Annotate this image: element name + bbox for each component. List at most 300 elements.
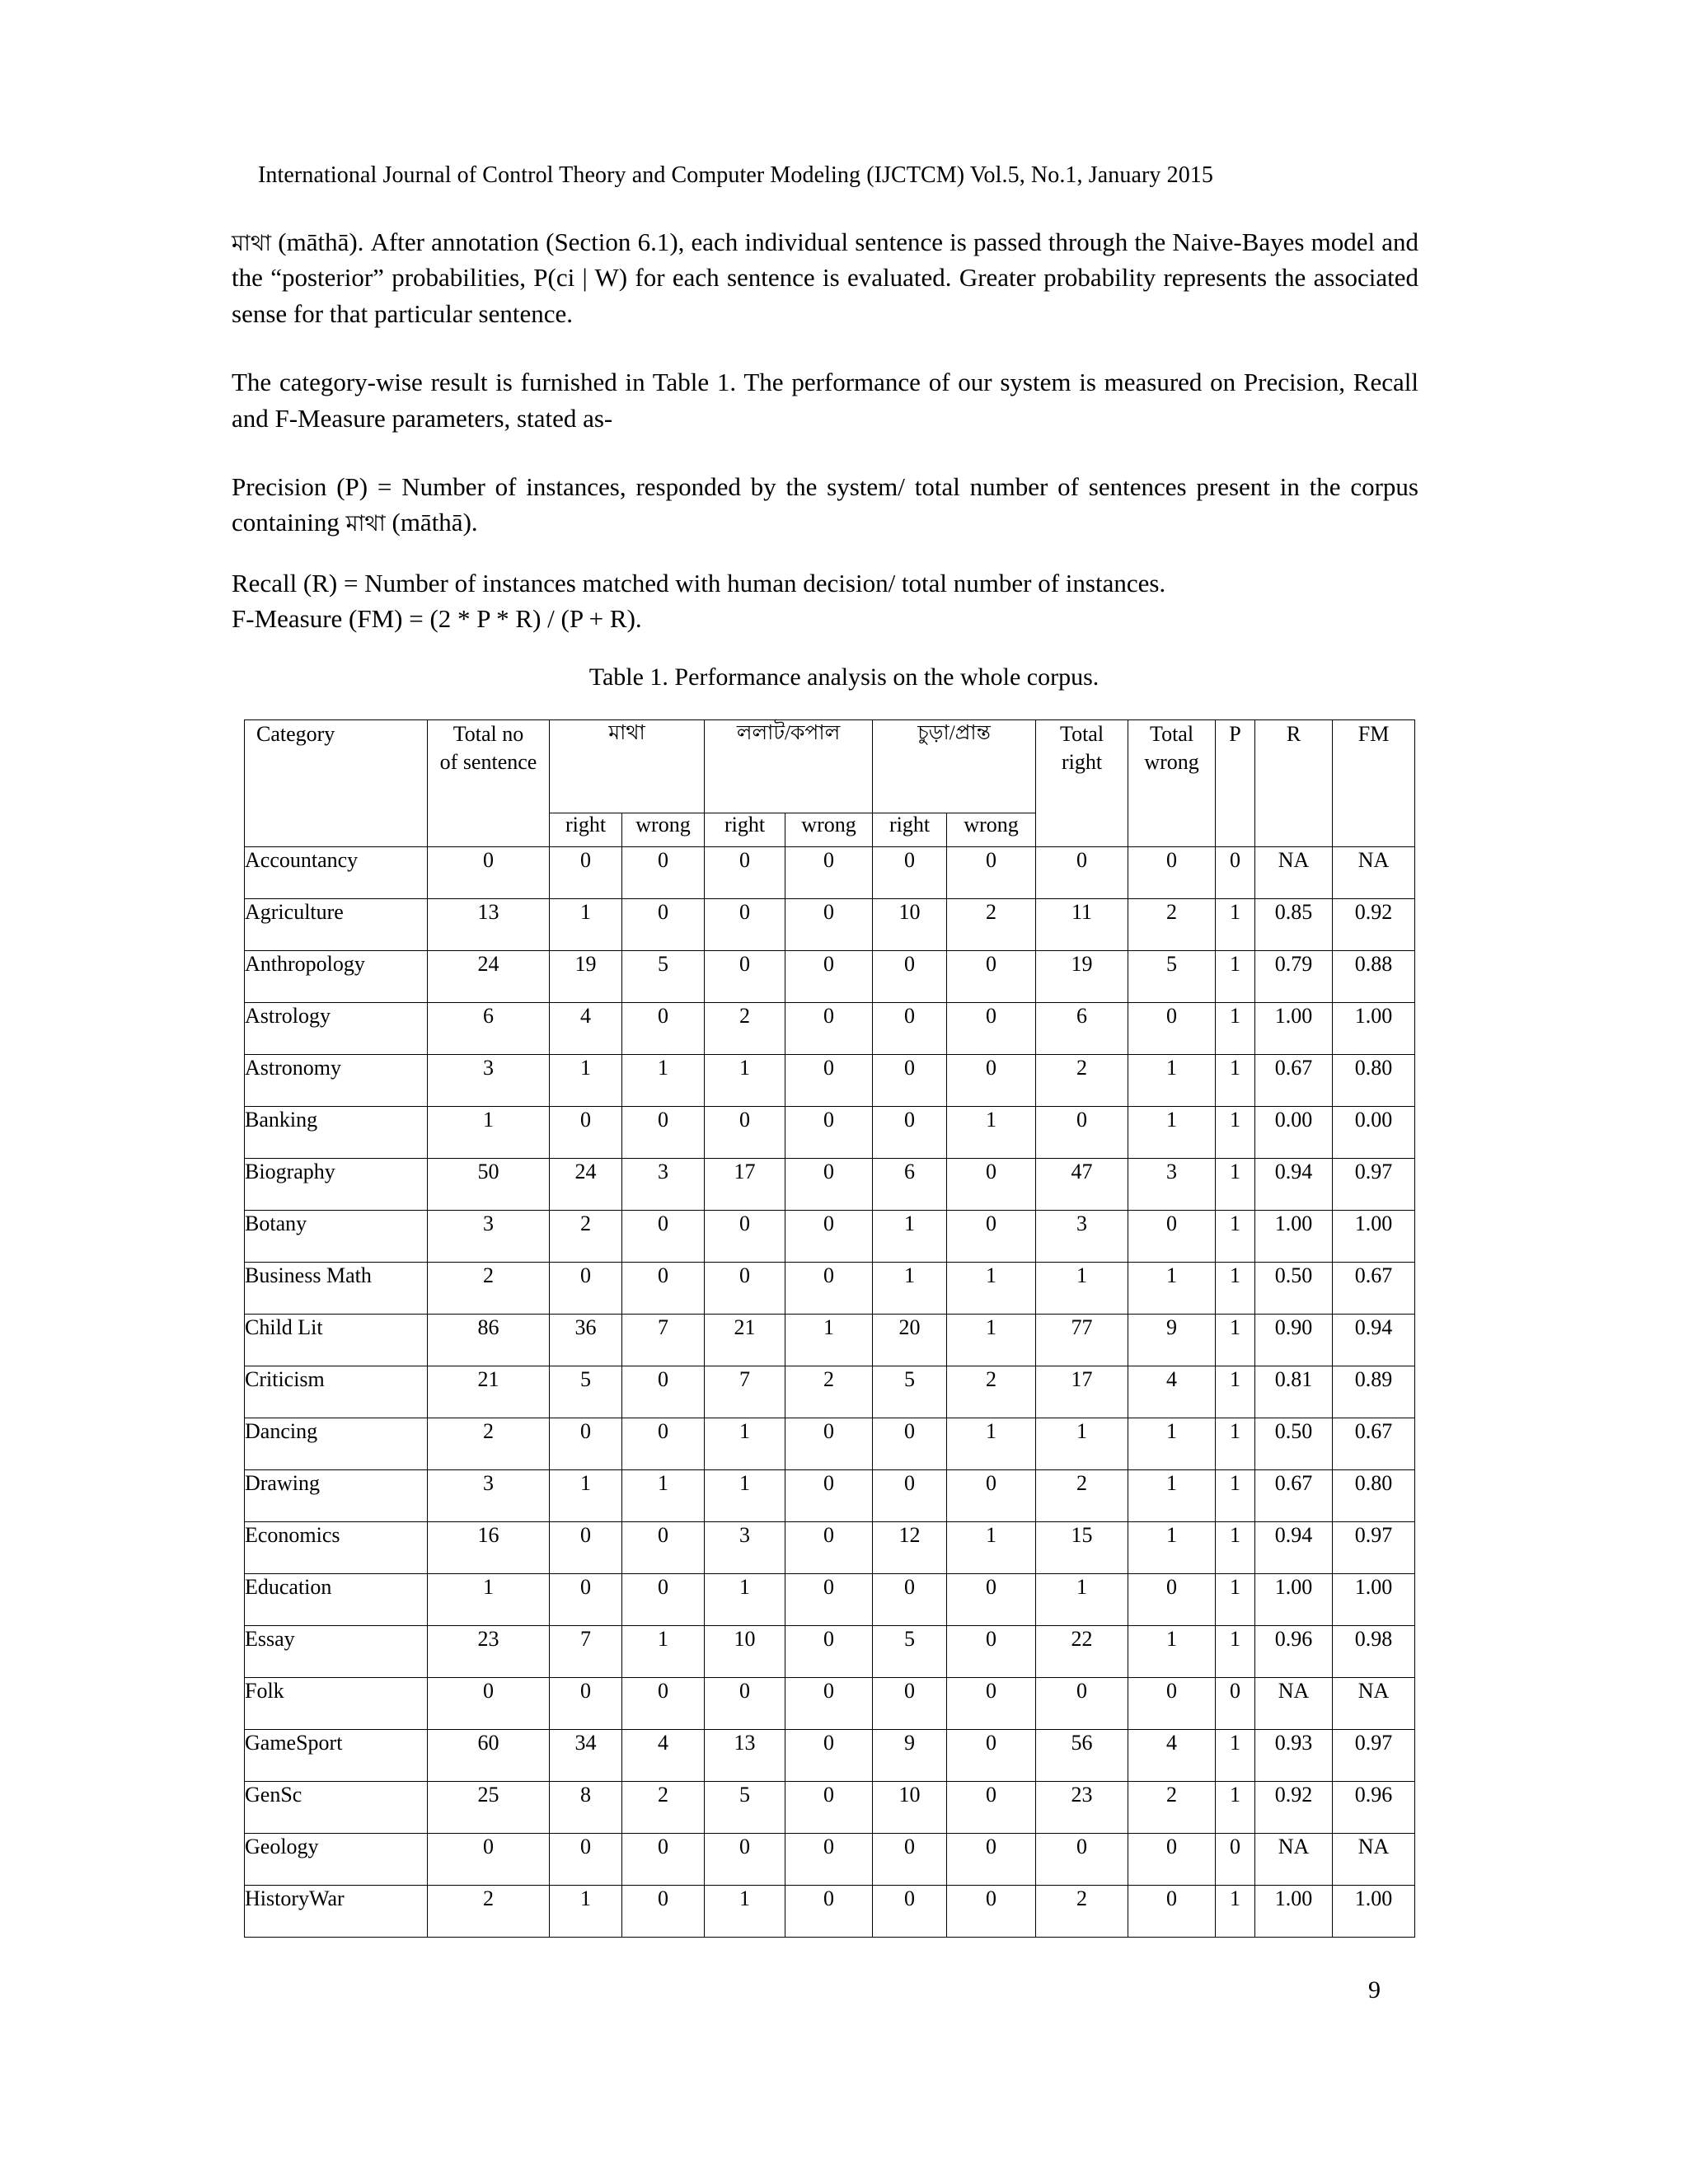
cell-sense3-wrong: 1 [947, 1263, 1036, 1315]
cell-recall: 0.85 [1255, 899, 1333, 951]
cell-total-right: 11 [1036, 899, 1128, 951]
cell-sense1-wrong: 5 [622, 951, 705, 1003]
cell-category: Child Lit [245, 1315, 428, 1366]
body-text-block [232, 224, 1418, 637]
cell-total-right: 56 [1036, 1730, 1128, 1782]
table-row [245, 1730, 1415, 1782]
cell-recall: 1.00 [1255, 1211, 1333, 1263]
cell-total-right: 1 [1036, 1418, 1128, 1470]
cell-sense1-wrong: 1 [622, 1055, 705, 1107]
cell-fmeasure: 0.92 [1333, 899, 1415, 951]
cell-sense1-wrong: 7 [622, 1315, 705, 1366]
cell-sense1-right: 4 [550, 1003, 622, 1055]
cell-total-wrong: 0 [1128, 847, 1216, 899]
cell-precision: 1 [1216, 899, 1255, 951]
cell-fmeasure: 1.00 [1333, 1211, 1415, 1263]
cell-sense2-right: 0 [705, 1263, 785, 1315]
cell-total-right: 6 [1036, 1003, 1128, 1055]
cell-sense2-right: 5 [705, 1782, 785, 1834]
col-header-total-sentences [428, 720, 550, 847]
cell-sense3-right: 0 [873, 1055, 947, 1107]
cell-category: Banking [245, 1107, 428, 1159]
cell-sense3-right: 0 [873, 1834, 947, 1886]
cell-sense3-right: 0 [873, 1107, 947, 1159]
cell-sense1-wrong: 0 [622, 1263, 705, 1315]
cell-total-wrong: 0 [1128, 1574, 1216, 1626]
cell-fmeasure: 1.00 [1333, 1886, 1415, 1938]
col-header-sense-lalat-kapal: ললাট/কপাল [705, 720, 873, 813]
cell-sense2-wrong: 0 [785, 1107, 873, 1159]
table-row [245, 1366, 1415, 1418]
cell-recall: 1.00 [1255, 1886, 1333, 1938]
cell-sense1-right: 1 [550, 1470, 622, 1522]
cell-fmeasure: 0.88 [1333, 951, 1415, 1003]
cell-precision: 1 [1216, 1211, 1255, 1263]
col-header-total-wrong-line2: wrong [1144, 749, 1199, 774]
cell-fmeasure: 1.00 [1333, 1574, 1415, 1626]
cell-sense1-right: 0 [550, 1418, 622, 1470]
bengali-word-matha-1: মাথা [232, 231, 272, 255]
cell-sense3-wrong: 0 [947, 1159, 1036, 1211]
cell-total-right: 17 [1036, 1366, 1128, 1418]
cell-total-sentences: 0 [428, 1834, 550, 1886]
cell-total-sentences: 3 [428, 1055, 550, 1107]
cell-sense3-wrong: 1 [947, 1522, 1036, 1574]
cell-sense3-right: 20 [873, 1315, 947, 1366]
cell-total-sentences: 2 [428, 1263, 550, 1315]
cell-precision: 1 [1216, 1315, 1255, 1366]
cell-sense1-right: 19 [550, 951, 622, 1003]
cell-total-wrong: 4 [1128, 1730, 1216, 1782]
cell-category: GenSc [245, 1782, 428, 1834]
col-header-total-wrong [1128, 720, 1216, 847]
cell-sense2-right: 0 [705, 899, 785, 951]
cell-precision: 1 [1216, 1522, 1255, 1574]
cell-category: Astrology [245, 1003, 428, 1055]
cell-category: HistoryWar [245, 1886, 428, 1938]
cell-recall: 0.50 [1255, 1418, 1333, 1470]
col-header-recall: R [1255, 720, 1333, 847]
cell-total-sentences: 2 [428, 1886, 550, 1938]
table-row [245, 1678, 1415, 1730]
sub-header-sense1-right: right [550, 813, 622, 847]
cell-sense3-wrong: 0 [947, 847, 1036, 899]
cell-total-sentences: 3 [428, 1470, 550, 1522]
cell-total-sentences: 2 [428, 1418, 550, 1470]
cell-fmeasure: 1.00 [1333, 1003, 1415, 1055]
cell-total-sentences: 0 [428, 847, 550, 899]
cell-fmeasure: 0.97 [1333, 1730, 1415, 1782]
cell-precision: 1 [1216, 1159, 1255, 1211]
cell-fmeasure: 0.97 [1333, 1159, 1415, 1211]
spacer [232, 436, 1418, 469]
cell-category: Agriculture [245, 899, 428, 951]
cell-total-wrong: 1 [1128, 1107, 1216, 1159]
cell-precision: 1 [1216, 1730, 1255, 1782]
cell-total-right: 3 [1036, 1211, 1128, 1263]
cell-recall: 0.93 [1255, 1730, 1333, 1782]
cell-category: Essay [245, 1626, 428, 1678]
cell-sense1-right: 24 [550, 1159, 622, 1211]
cell-sense3-wrong: 0 [947, 1055, 1036, 1107]
cell-total-right: 0 [1036, 1834, 1128, 1886]
cell-total-sentences: 23 [428, 1626, 550, 1678]
cell-fmeasure: 0.80 [1333, 1470, 1415, 1522]
cell-recall: NA [1255, 1834, 1333, 1886]
cell-total-right: 19 [1036, 951, 1128, 1003]
cell-total-right: 2 [1036, 1470, 1128, 1522]
cell-fmeasure: 0.96 [1333, 1782, 1415, 1834]
cell-category: Accountancy [245, 847, 428, 899]
cell-sense3-right: 5 [873, 1626, 947, 1678]
cell-sense2-wrong: 0 [785, 1834, 873, 1886]
cell-precision: 1 [1216, 1470, 1255, 1522]
cell-sense1-right: 34 [550, 1730, 622, 1782]
paragraph-4-recall: Recall (R) = Number of instances matched with human decision/ total number of instances. [232, 568, 1166, 598]
paragraph-3-text-a: Precision (P) = Number of instances, responded by the system/ total number of sentences present in the corpus containing [232, 471, 1418, 537]
cell-total-sentences: 86 [428, 1315, 550, 1366]
col-header-sense-chura-pranta: চুড়া/প্রান্ত [873, 720, 1036, 813]
cell-total-right: 77 [1036, 1315, 1128, 1366]
cell-sense2-wrong: 0 [785, 1470, 873, 1522]
cell-sense3-right: 1 [873, 1263, 947, 1315]
cell-sense3-right: 0 [873, 1003, 947, 1055]
cell-total-wrong: 4 [1128, 1366, 1216, 1418]
cell-sense1-right: 0 [550, 1574, 622, 1626]
cell-sense3-wrong: 0 [947, 1211, 1036, 1263]
col-header-total-sentences-line1: Total no [452, 722, 524, 746]
cell-sense2-right: 17 [705, 1159, 785, 1211]
cell-sense2-right: 0 [705, 847, 785, 899]
cell-sense1-right: 0 [550, 1263, 622, 1315]
cell-sense2-right: 2 [705, 1003, 785, 1055]
cell-sense1-right: 2 [550, 1211, 622, 1263]
cell-sense1-wrong: 0 [622, 1003, 705, 1055]
table-row [245, 1263, 1415, 1315]
cell-precision: 1 [1216, 1366, 1255, 1418]
cell-total-wrong: 0 [1128, 1834, 1216, 1886]
cell-category: Anthropology [245, 951, 428, 1003]
cell-sense1-right: 0 [550, 1834, 622, 1886]
table-row [245, 1418, 1415, 1470]
cell-sense3-right: 9 [873, 1730, 947, 1782]
cell-sense1-wrong: 0 [622, 1574, 705, 1626]
table-row [245, 951, 1415, 1003]
cell-sense1-right: 1 [550, 1055, 622, 1107]
cell-fmeasure: 0.67 [1333, 1418, 1415, 1470]
table-row [245, 1470, 1415, 1522]
cell-sense3-right: 0 [873, 1678, 947, 1730]
cell-sense2-right: 1 [705, 1418, 785, 1470]
table-row [245, 1626, 1415, 1678]
cell-recall: 1.00 [1255, 1003, 1333, 1055]
cell-sense3-wrong: 2 [947, 899, 1036, 951]
cell-sense2-wrong: 0 [785, 1055, 873, 1107]
cell-sense2-wrong: 0 [785, 1522, 873, 1574]
running-header: International Journal of Control Theory and Computer Modeling (IJCTCM) Vol.5, No.1, January 2015 [258, 162, 1214, 188]
cell-sense2-wrong: 0 [785, 1263, 873, 1315]
table-row [245, 1574, 1415, 1626]
sub-header-sense3-wrong: wrong [947, 813, 1036, 847]
cell-total-wrong: 1 [1128, 1263, 1216, 1315]
cell-sense1-wrong: 0 [622, 1678, 705, 1730]
cell-total-wrong: 1 [1128, 1522, 1216, 1574]
table-row [245, 1211, 1415, 1263]
table-row [245, 1003, 1415, 1055]
cell-recall: 0.94 [1255, 1159, 1333, 1211]
cell-category: Biography [245, 1159, 428, 1211]
cell-sense1-wrong: 0 [622, 1107, 705, 1159]
cell-sense3-right: 12 [873, 1522, 947, 1574]
cell-total-right: 0 [1036, 1678, 1128, 1730]
cell-sense2-right: 0 [705, 1678, 785, 1730]
cell-sense2-wrong: 0 [785, 1678, 873, 1730]
table-body [245, 847, 1415, 1938]
cell-recall: 0.67 [1255, 1470, 1333, 1522]
cell-total-sentences: 3 [428, 1211, 550, 1263]
cell-sense2-right: 7 [705, 1366, 785, 1418]
cell-total-sentences: 16 [428, 1522, 550, 1574]
cell-total-right: 47 [1036, 1159, 1128, 1211]
cell-sense1-right: 0 [550, 1522, 622, 1574]
cell-fmeasure: 0.94 [1333, 1315, 1415, 1366]
cell-total-right: 1 [1036, 1574, 1128, 1626]
performance-table [244, 719, 1415, 1938]
cell-precision: 1 [1216, 1263, 1255, 1315]
cell-sense2-right: 0 [705, 1834, 785, 1886]
cell-total-wrong: 2 [1128, 1782, 1216, 1834]
table-row [245, 1886, 1415, 1938]
cell-sense3-wrong: 0 [947, 951, 1036, 1003]
cell-total-wrong: 1 [1128, 1470, 1216, 1522]
cell-precision: 1 [1216, 1055, 1255, 1107]
cell-sense3-right: 0 [873, 1574, 947, 1626]
cell-sense1-wrong: 0 [622, 1418, 705, 1470]
cell-fmeasure: 0.98 [1333, 1626, 1415, 1678]
paragraph-1-text: (māthā). After annotation (Section 6.1), each individual sentence is passed through the Naive-Bayes model and the “posterior” probabilities, P(ci | W) for each sentence is evaluated. Greater probability represents the associated sense for that particular sentence. [232, 227, 1418, 328]
table-row [245, 1522, 1415, 1574]
table-header-row-1 [245, 720, 1415, 813]
cell-recall: NA [1255, 847, 1333, 899]
cell-sense3-wrong: 0 [947, 1730, 1036, 1782]
cell-sense2-wrong: 0 [785, 1003, 873, 1055]
cell-sense3-right: 10 [873, 899, 947, 951]
cell-recall: 0.79 [1255, 951, 1333, 1003]
bengali-word-matha-2: মাথা [345, 511, 386, 537]
cell-sense1-right: 36 [550, 1315, 622, 1366]
sub-header-sense3-right: right [873, 813, 947, 847]
cell-total-sentences: 50 [428, 1159, 550, 1211]
cell-sense2-wrong: 0 [785, 899, 873, 951]
cell-sense1-wrong: 0 [622, 847, 705, 899]
cell-total-wrong: 5 [1128, 951, 1216, 1003]
cell-sense1-right: 0 [550, 847, 622, 899]
cell-sense1-wrong: 0 [622, 1886, 705, 1938]
cell-sense3-wrong: 0 [947, 1003, 1036, 1055]
paragraph-1 [232, 224, 1418, 331]
table-row [245, 1782, 1415, 1834]
cell-sense3-wrong: 2 [947, 1366, 1036, 1418]
cell-recall: 0.81 [1255, 1366, 1333, 1418]
cell-sense2-wrong: 0 [785, 847, 873, 899]
page-number: 9 [1368, 1976, 1381, 2004]
cell-sense2-wrong: 2 [785, 1366, 873, 1418]
cell-precision: 0 [1216, 1834, 1255, 1886]
cell-sense2-right: 3 [705, 1522, 785, 1574]
cell-sense1-wrong: 0 [622, 1834, 705, 1886]
cell-sense1-wrong: 1 [622, 1626, 705, 1678]
cell-sense2-right: 1 [705, 1055, 785, 1107]
cell-sense3-wrong: 0 [947, 1678, 1036, 1730]
cell-sense3-wrong: 0 [947, 1886, 1036, 1938]
cell-precision: 0 [1216, 847, 1255, 899]
cell-total-right: 0 [1036, 1107, 1128, 1159]
cell-sense1-right: 8 [550, 1782, 622, 1834]
cell-sense2-wrong: 0 [785, 1782, 873, 1834]
cell-sense3-wrong: 0 [947, 1470, 1036, 1522]
cell-sense3-right: 0 [873, 1886, 947, 1938]
cell-sense3-right: 0 [873, 1470, 947, 1522]
cell-total-sentences: 6 [428, 1003, 550, 1055]
cell-total-right: 23 [1036, 1782, 1128, 1834]
table-row [245, 899, 1415, 951]
cell-total-right: 2 [1036, 1886, 1128, 1938]
paragraph-3-text-b: (māthā). [385, 508, 478, 537]
sub-header-sense2-right: right [705, 813, 785, 847]
cell-sense1-wrong: 3 [622, 1159, 705, 1211]
cell-sense2-right: 0 [705, 1107, 785, 1159]
cell-precision: 1 [1216, 1418, 1255, 1470]
cell-total-wrong: 2 [1128, 899, 1216, 951]
cell-precision: 1 [1216, 1003, 1255, 1055]
cell-sense2-right: 13 [705, 1730, 785, 1782]
cell-sense1-right: 1 [550, 899, 622, 951]
table-row [245, 1107, 1415, 1159]
cell-sense2-wrong: 0 [785, 1886, 873, 1938]
col-header-total-right-line2: right [1061, 749, 1103, 774]
cell-total-wrong: 0 [1128, 1678, 1216, 1730]
cell-recall: 1.00 [1255, 1574, 1333, 1626]
table-row [245, 1315, 1415, 1366]
cell-sense3-right: 0 [873, 1418, 947, 1470]
cell-sense1-wrong: 0 [622, 899, 705, 951]
performance-table-container [244, 719, 1414, 1938]
cell-fmeasure: NA [1333, 1834, 1415, 1886]
cell-sense1-right: 7 [550, 1626, 622, 1678]
cell-sense3-right: 5 [873, 1366, 947, 1418]
cell-sense2-right: 10 [705, 1626, 785, 1678]
cell-precision: 1 [1216, 1626, 1255, 1678]
cell-sense1-wrong: 0 [622, 1366, 705, 1418]
col-header-total-right [1036, 720, 1128, 847]
cell-sense3-wrong: 0 [947, 1574, 1036, 1626]
cell-sense3-right: 10 [873, 1782, 947, 1834]
cell-sense2-wrong: 0 [785, 1574, 873, 1626]
cell-sense1-right: 5 [550, 1366, 622, 1418]
cell-precision: 0 [1216, 1678, 1255, 1730]
cell-category: Botany [245, 1211, 428, 1263]
cell-sense3-wrong: 1 [947, 1107, 1036, 1159]
cell-total-sentences: 25 [428, 1782, 550, 1834]
cell-total-right: 22 [1036, 1626, 1128, 1678]
cell-recall: 0.90 [1255, 1315, 1333, 1366]
cell-sense2-wrong: 0 [785, 951, 873, 1003]
cell-recall: 0.00 [1255, 1107, 1333, 1159]
cell-sense1-wrong: 2 [622, 1782, 705, 1834]
cell-sense2-wrong: 0 [785, 1211, 873, 1263]
cell-sense3-wrong: 0 [947, 1626, 1036, 1678]
cell-sense2-right: 1 [705, 1574, 785, 1626]
cell-recall: 0.96 [1255, 1626, 1333, 1678]
cell-precision: 1 [1216, 1107, 1255, 1159]
cell-sense3-wrong: 1 [947, 1418, 1036, 1470]
cell-total-wrong: 1 [1128, 1418, 1216, 1470]
cell-total-right: 1 [1036, 1263, 1128, 1315]
cell-sense1-right: 0 [550, 1107, 622, 1159]
cell-total-sentences: 24 [428, 951, 550, 1003]
cell-category: Dancing [245, 1418, 428, 1470]
cell-sense3-right: 0 [873, 847, 947, 899]
cell-category: Education [245, 1574, 428, 1626]
table-head [245, 720, 1415, 847]
sub-header-sense2-wrong: wrong [785, 813, 873, 847]
cell-total-wrong: 9 [1128, 1315, 1216, 1366]
col-header-fmeasure: FM [1333, 720, 1415, 847]
cell-fmeasure: 0.00 [1333, 1107, 1415, 1159]
cell-precision: 1 [1216, 1782, 1255, 1834]
table-row [245, 847, 1415, 899]
cell-sense1-wrong: 0 [622, 1522, 705, 1574]
cell-precision: 1 [1216, 1574, 1255, 1626]
cell-fmeasure: 0.67 [1333, 1263, 1415, 1315]
spacer [232, 541, 1418, 565]
cell-sense3-right: 1 [873, 1211, 947, 1263]
paragraph-5-fmeasure: F-Measure (FM) = (2 * P * R) / (P + R). [232, 604, 642, 634]
cell-fmeasure: NA [1333, 847, 1415, 899]
cell-recall: 0.92 [1255, 1782, 1333, 1834]
cell-total-wrong: 0 [1128, 1211, 1216, 1263]
cell-category: Astronomy [245, 1055, 428, 1107]
cell-sense2-right: 0 [705, 1211, 785, 1263]
cell-sense3-wrong: 0 [947, 1834, 1036, 1886]
cell-sense1-right: 1 [550, 1886, 622, 1938]
cell-total-right: 0 [1036, 847, 1128, 899]
cell-sense2-right: 1 [705, 1886, 785, 1938]
cell-sense2-wrong: 0 [785, 1159, 873, 1211]
cell-total-sentences: 0 [428, 1678, 550, 1730]
cell-total-sentences: 1 [428, 1107, 550, 1159]
cell-recall: 0.50 [1255, 1263, 1333, 1315]
cell-recall: 0.94 [1255, 1522, 1333, 1574]
cell-sense2-wrong: 0 [785, 1418, 873, 1470]
cell-sense1-wrong: 4 [622, 1730, 705, 1782]
cell-total-right: 15 [1036, 1522, 1128, 1574]
cell-sense2-right: 1 [705, 1470, 785, 1522]
cell-fmeasure: 0.80 [1333, 1055, 1415, 1107]
cell-total-wrong: 0 [1128, 1003, 1216, 1055]
cell-fmeasure: 0.89 [1333, 1366, 1415, 1418]
col-header-category: Category [245, 720, 428, 847]
cell-category: Criticism [245, 1366, 428, 1418]
cell-recall: 0.67 [1255, 1055, 1333, 1107]
cell-category: Drawing [245, 1470, 428, 1522]
cell-category: Economics [245, 1522, 428, 1574]
cell-sense3-right: 0 [873, 951, 947, 1003]
cell-sense2-right: 0 [705, 951, 785, 1003]
paragraph-3 [232, 469, 1418, 541]
cell-category: Folk [245, 1678, 428, 1730]
col-header-sense-matha: মাথা [550, 720, 705, 813]
